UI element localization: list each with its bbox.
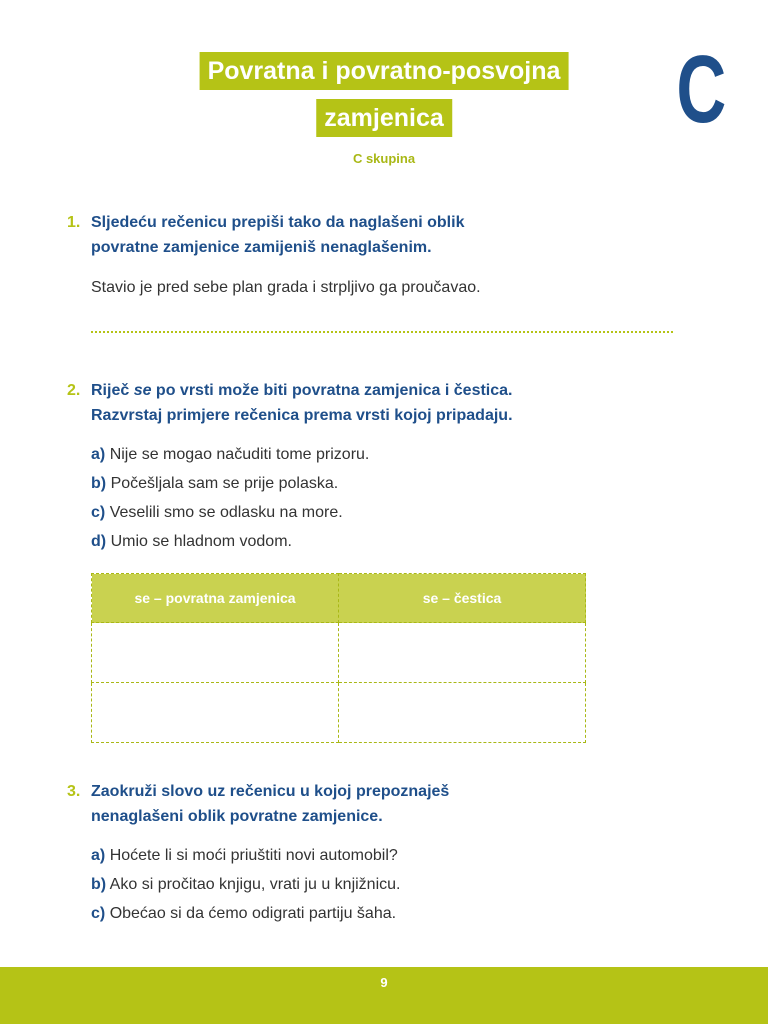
list-item: c) Veselili smo se odlasku na more. — [91, 504, 343, 521]
group-letter: C — [676, 36, 726, 143]
column-header-reflexive-pronoun: se – povratna zamjenica — [92, 574, 339, 623]
list-item: b) Počešljala sam se prije polaska. — [91, 475, 339, 492]
task-number: 3. — [67, 783, 81, 800]
list-item: d) Umio se hladnom vodom. — [91, 533, 292, 550]
group-label: C skupina — [352, 151, 416, 166]
answer-cell[interactable] — [92, 623, 339, 683]
answer-line[interactable] — [91, 331, 673, 333]
task-number: 1. — [67, 214, 81, 231]
list-item[interactable]: c) Obećao si da ćemo odigrati partiju šaha. — [91, 905, 397, 922]
list-item[interactable]: b) Ako si pročitao knjigu, vrati ju u knjižnicu. — [91, 876, 401, 893]
column-header-particle: se – čestica — [339, 574, 586, 623]
task-1 — [67, 210, 687, 302]
task-instruction: Sljedeću rečenicu prepiši tako da naglašeni oblik povratne zamjenice zamijeniš nenaglašenim. — [91, 214, 465, 256]
classification-table — [91, 573, 586, 743]
task-1-sentence: Stavio je pred sebe plan grada i strpljivo ga proučavao. — [91, 279, 481, 296]
page-title-line2: zamjenica — [316, 99, 452, 137]
page-title-line1: Povratna i povratno-posvojna — [200, 52, 569, 90]
footer-bar — [0, 967, 768, 1024]
task-instruction: Riječ se po vrsti može biti povratna zamjenica i čestica. Razvrstaj primjere rečenica prema vrsti kojoj pripadaju. — [91, 382, 513, 424]
answer-cell[interactable] — [92, 683, 339, 743]
list-item: a) Nije se mogao načuditi tome prizoru. — [91, 446, 370, 463]
task-instruction: Zaokruži slovo uz rečenicu u kojoj prepoznaješ nenaglašeni oblik povratne zamjenice. — [91, 783, 450, 825]
page-number: 9 — [380, 975, 388, 990]
task-2 — [67, 378, 687, 556]
answer-cell[interactable] — [339, 683, 586, 743]
task-3 — [67, 779, 687, 928]
task-number: 2. — [67, 382, 81, 399]
answer-cell[interactable] — [339, 623, 586, 683]
list-item[interactable]: a) Hoćete li si moći priuštiti novi automobil? — [91, 847, 398, 864]
